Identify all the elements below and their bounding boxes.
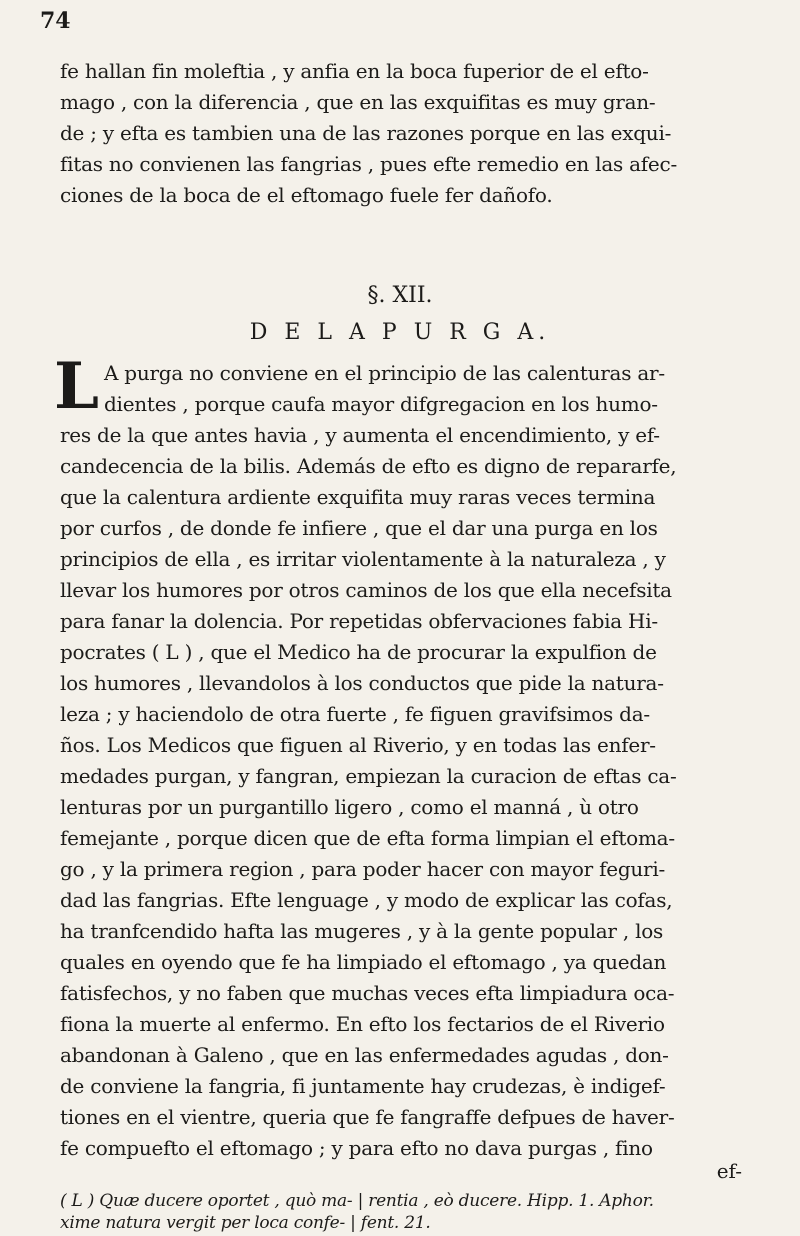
drop-cap-initial: L <box>54 349 99 424</box>
text-line: res de la que antes havia , y aumenta el encendimiento, y ef- <box>60 423 660 447</box>
text-line: fitas no convienen las fangrias , pues efte remedio en las afec- <box>60 152 677 176</box>
text-line: los humores , llevandolos à los conductos que pide la natura- <box>60 671 664 695</box>
text-line: go , y la primera region , para poder hacer con mayor feguri- <box>60 857 665 881</box>
body-lines <box>60 420 760 1164</box>
text-line: mago , con la diferencia , que en las exquifitas es muy gran- <box>60 90 656 114</box>
text-line: abandonan à Galeno , que en las enfermedades agudas , don- <box>60 1043 669 1067</box>
text-line: de conviene la fangria, fi juntamente hay crudezas, è indigef- <box>60 1074 666 1098</box>
text-line: fatisfechos, y no faben que muchas veces efta limpiadura oca- <box>60 981 675 1005</box>
text-line: que la calentura ardiente exquifita muy raras veces termina <box>60 485 656 509</box>
text-line: para fanar la dolencia. Por repetidas obfervaciones fabia Hi- <box>60 609 658 633</box>
text-line: candecencia de la bilis. Además de efto es digno de repararfe, <box>60 454 677 478</box>
text-line: medades purgan, y fangran, empiezan la curacion de eftas ca- <box>60 764 677 788</box>
text-line: A purga no conviene en el principio de las calenturas ar- <box>104 361 665 385</box>
text-line: lenturas por un purgantillo ligero , como el manná , ù otro <box>60 795 639 819</box>
text-line: leza ; y haciendolo de otra fuerte , fe figuen gravifsimos da- <box>60 702 650 726</box>
text-line: fe compuefto el eftomago ; y para efto no dava purgas , fino <box>60 1136 653 1160</box>
text-line: ños. Los Medicos que figuen al Riverio, y en todas las enfer- <box>60 733 656 757</box>
text-line: ha tranfcendido hafta las mugeres , y à la gente popular , los <box>60 919 664 943</box>
text-line: dad las fangrias. Efte lenguage , y modo de explicar las cofas, <box>60 888 673 912</box>
text-line: quales en oyendo que fe ha limpiado el eftomago , ya quedan <box>60 950 667 974</box>
text-line: ciones de la boca de el eftomago fuele fer dañofo. <box>60 183 553 207</box>
text-line: de ; y efta es tambien una de las razones porque en las exqui- <box>60 121 672 145</box>
text-line: por curfos , de donde fe infiere , que el dar una purga en los <box>60 516 658 540</box>
page-number: 74 <box>40 8 71 34</box>
footnote <box>60 1190 760 1234</box>
text-line: fe hallan fin moleftia , y anfia en la boca fuperior de el efto- <box>60 59 649 83</box>
section-number: §. XII. <box>367 283 433 308</box>
intro-paragraph <box>60 56 760 211</box>
main-paragraph <box>60 358 760 1164</box>
footnote-line: ( L ) Quæ ducere oportet , quò ma- | rentia , eò ducere. Hipp. 1. Aphor. <box>60 1191 654 1211</box>
text-line: tiones en el vientre, queria que fe fangraffe defpues de haver- <box>60 1105 675 1129</box>
text-line: llevar los humores por otros caminos de los que ella necefsita <box>60 578 672 602</box>
text-line: femejante , porque dicen que de efta forma limpian el eftoma- <box>60 826 675 850</box>
catchword: ef- <box>716 1159 742 1183</box>
text-line: dientes , porque caufa mayor difgregacion en los humo- <box>104 392 658 416</box>
text-line: fiona la muerte al enfermo. En efto los fectarios de el Riverio <box>60 1012 665 1036</box>
section-title: D E L A P U R G A. <box>249 320 551 345</box>
text-line: principios de ella , es irritar violentamente à la naturaleza , y <box>60 547 666 571</box>
first-lines <box>60 358 760 420</box>
text-line: pocrates ( L ) , que el Medico ha de procurar la expulfion de <box>60 640 657 664</box>
footnote-line: xime natura vergit per loca confe- | fent. 21. <box>60 1213 431 1233</box>
